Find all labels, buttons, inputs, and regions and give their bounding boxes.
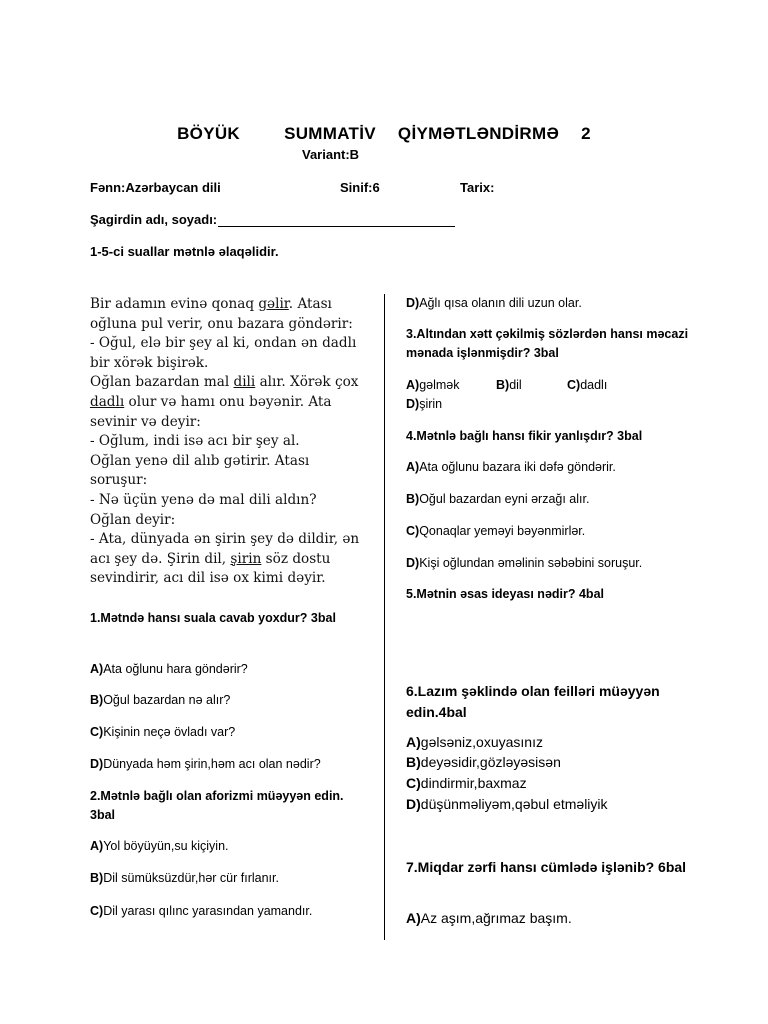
subject-label: Fənn:Azərbaycan dili [90,180,221,195]
q1-option-c[interactable]: C)Kişinin neçə övladı var? [90,725,236,739]
student-name-row [90,212,455,227]
q2-option-d[interactable]: D)Ağlı qısa olanın dili uzun olar. [406,296,582,310]
passage-line: Bir adamın evinə qonaq gəlir. Atası [90,296,332,312]
question-4: 4.Mətnlə bağlı hansı fikir yanlışdır? 3bal [406,429,643,443]
passage-line: Oğlan bazardan mal dili alır. Xörək çox [90,374,359,391]
passage-line: bir xörək bişirək. [90,354,209,371]
q1-option-d[interactable]: D)Dünyada həm şirin,həm acı olan nədir? [90,757,321,771]
passage-line: dadlı olur və hamı onu bəyənir. Ata [90,393,332,410]
q3-option-c[interactable]: C)dadlı [567,378,608,392]
underlined-word: dili [233,374,256,391]
page-title: BÖYÜK SUMMATİV QİYMƏTLƏNDİRMƏ 2 [177,124,591,143]
q2-option-b[interactable]: B)Dil sümüksüzdür,hər cür fırlanır. [90,871,279,885]
student-name-label: Şagirdin adı, soyadı: [90,212,218,227]
q4-option-d[interactable]: D)Kişi oğlundan əməlinin səbəbini soruşur. [406,556,643,570]
passage-line: sevinir və deyir: [90,413,201,430]
grade-label: Sinif:6 [340,180,380,195]
question-1: 1.Mətndə hansı suala cavab yoxdur? 3bal [90,611,336,625]
q4-option-b[interactable]: B)Oğul bazardan eyni ərzağı alır. [406,492,590,506]
date-label: Tarix: [460,180,495,195]
q3-option-a[interactable]: A)gəlmək [406,378,460,392]
q3-option-b[interactable]: B)dil [496,378,522,392]
question-7: 7.Miqdar zərfi hansı cümlədə işlənib? 6bal [406,859,687,875]
variant-label: Variant:B [302,147,360,162]
passage-line: acı şey də. Şirin dil, şirin söz dostu [90,550,331,567]
passage-line: Oğlan yenə dil alıb gətirir. Atası [90,452,310,469]
instruction-text: 1-5-ci suallar mətnlə əlaqəlidir. [90,244,279,259]
underlined-word: dadlı [90,393,125,410]
q2-option-c[interactable]: C)Dil yarası qılınc yarasından yamandır. [90,904,313,918]
q6-option-b[interactable]: B)deyəsidir,gözləyəsisən [406,754,561,770]
passage-line: soruşur: [90,472,148,489]
passage-line: - Nə üçün yenə də mal dili aldın? [90,491,317,508]
student-name-blank[interactable] [218,212,455,227]
question-6: 6.Lazım şəklində olan feilləri müəyyən edin.4bal [406,683,660,720]
passage-line: oğluna pul verir, onu bazara göndərir: [90,315,353,332]
passage-line: Oğlan deyir: [90,511,176,528]
q4-option-c[interactable]: C)Qonaqlar yeməyi bəyənmirlər. [406,524,586,538]
q6-option-a[interactable]: A)gəlsəniz,oxuyasınız [406,734,543,750]
underlined-word: şirin [230,550,262,567]
q4-option-a[interactable]: A)Ata oğlunu bazara iki dəfə göndərir. [406,460,616,474]
passage-line: sevindirir, acı dil isə ox kimi dəyir. [90,570,326,587]
question-2: 2.Mətnlə bağlı olan aforizmi müəyyən edin. 3bal [90,789,344,822]
q6-option-d[interactable]: D)düşünməliyəm,qəbul etməliyik [406,796,608,812]
q1-option-b[interactable]: B)Oğul bazardan nə alır? [90,693,231,707]
passage-line: - Ata, dünyada ən şirin şey də dildir, ən [90,531,360,548]
question-3: 3.Altından xətt çəkilmiş sözlərdən hansı məcazi mənada işlənmişdir? 3bal [406,327,689,360]
q6-option-c[interactable]: C)dindirmir,baxmaz [406,775,527,791]
underlined-word: gəlir [258,296,289,312]
reading-passage [90,295,375,589]
column-divider [384,294,385,940]
question-5: 5.Mətnin əsas ideyası nədir? 4bal [406,587,604,601]
q7-option-a[interactable]: A)Az aşım,ağrımaz başım. [406,910,572,926]
passage-line: - Oğlum, indi isə acı bir şey al. [90,433,300,450]
q1-option-a[interactable]: A)Ata oğlunu hara göndərir? [90,662,248,676]
q3-option-d[interactable]: D)şirin [406,397,443,411]
passage-line: - Oğul, elə bir şey al ki, ondan ən dadlı [90,335,357,352]
q2-option-a[interactable]: A)Yol böyüyün,su kiçiyin. [90,839,229,853]
